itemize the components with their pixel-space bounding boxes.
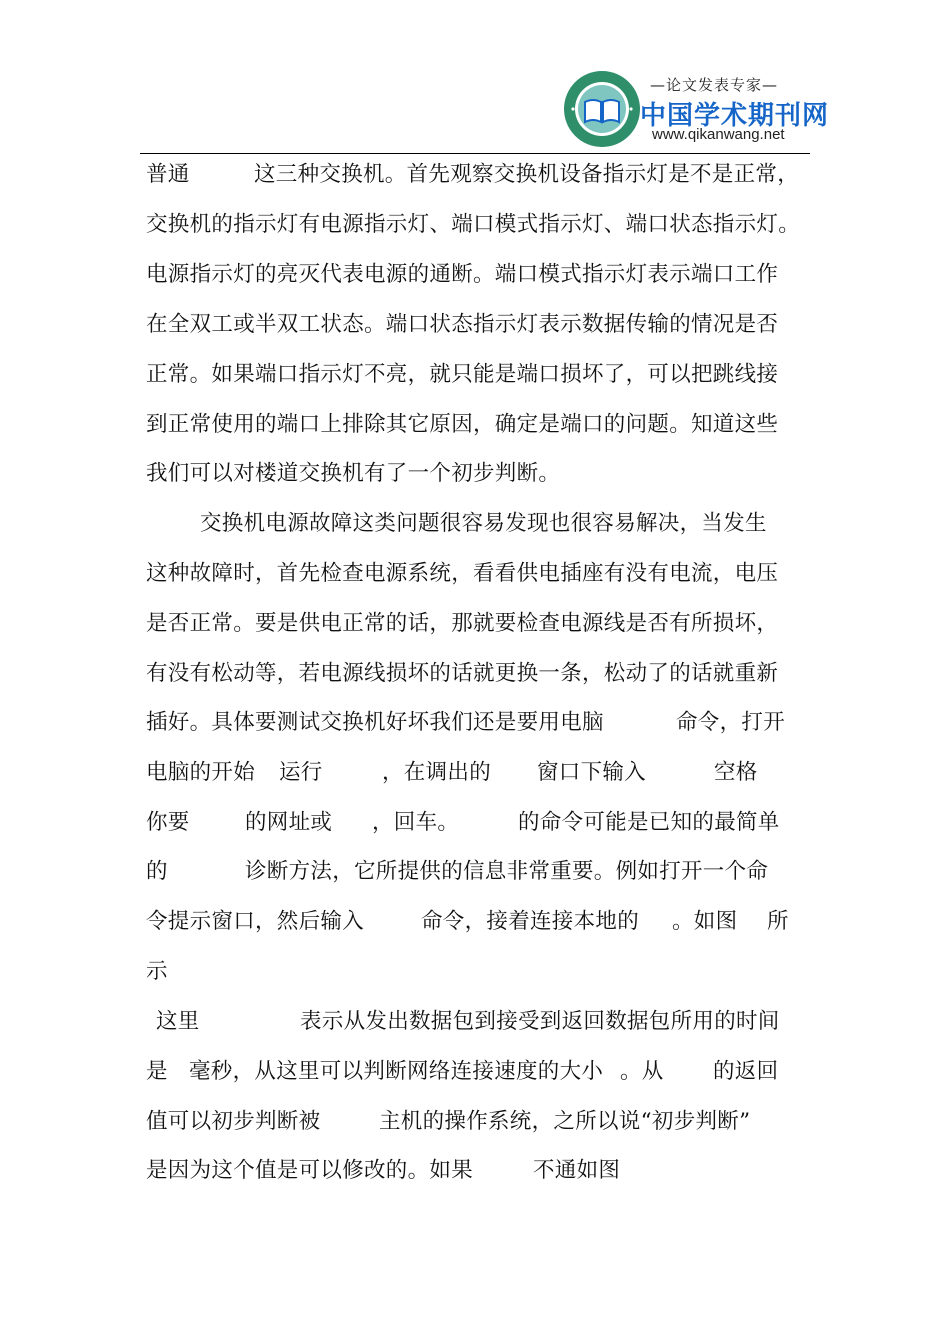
text-line: 我们可以对楼道交换机有了一个初步判断。 bbox=[146, 461, 561, 486]
paragraph-first-line: 交换机电源故障这类问题很容易发现也很容易解决，当发生 bbox=[200, 511, 767, 536]
text-segment: 窗口下输入 bbox=[537, 760, 647, 785]
text-segment: 毫秒，从这里可以判断网络连接速度的大小 bbox=[189, 1059, 604, 1084]
text-line: 交换机的指示灯有电源指示灯、端口模式指示灯、端口状态指示灯。 bbox=[146, 212, 801, 237]
text-segment: 诊断方法，它所提供的信息非常重要。例如打开一个命 bbox=[245, 859, 769, 884]
text-line: 到正常使用的端口上排除其它原因，确定是端口的问题。知道这些 bbox=[146, 412, 779, 437]
text-line: 正常。如果端口指示灯不亮，就只能是端口损坏了，可以把跳线接 bbox=[146, 362, 779, 387]
page-header bbox=[0, 0, 950, 160]
text-line: 有没有松动等，若电源线损坏的话就更换一条，松动了的话就重新 bbox=[146, 661, 779, 686]
text-segment: 主机的操作系统，之所以说“初步判断” bbox=[379, 1109, 751, 1134]
text-line: 电源指示灯的亮灭代表电源的通断。端口模式指示灯表示端口工作 bbox=[146, 262, 779, 287]
text-segment: 的命令可能是已知的最简单 bbox=[518, 810, 780, 835]
text-segment: 普通 bbox=[146, 162, 190, 187]
text-segment: 电脑的开始 bbox=[146, 760, 256, 785]
text-segment: 的 bbox=[146, 859, 168, 884]
text-segment: 运行 bbox=[279, 760, 323, 785]
text-segment: 的网址或 bbox=[245, 810, 333, 835]
text-segment: 命令，打开 bbox=[676, 710, 786, 735]
text-segment: 所 bbox=[767, 909, 789, 934]
text-segment: 是 bbox=[146, 1059, 168, 1084]
logo-site-name: 中国学术期刊网 bbox=[640, 101, 830, 131]
text-segment: 表示从发出数据包到接受到返回数据包所用的时间 bbox=[300, 1009, 780, 1034]
text-segment: 你要 bbox=[146, 810, 190, 835]
text-segment: ，回车。 bbox=[372, 810, 460, 835]
text-segment: 令提示窗口，然后输入 bbox=[146, 909, 365, 934]
text-segment: 。从 bbox=[620, 1059, 664, 1084]
text-line: 是否正常。要是供电正常的话，那就要检查电源线是否有所损坏， bbox=[146, 611, 779, 636]
text-line: 在全双工或半双工状态。端口状态指示灯表示数据传输的情况是否 bbox=[146, 312, 779, 337]
text-segment: 的返回 bbox=[713, 1059, 779, 1084]
text-line: 这种故障时，首先检查电源系统，看看供电插座有没有电流，电压 bbox=[146, 561, 779, 586]
text-segment: 不通如图 bbox=[533, 1158, 621, 1183]
text-segment: 。如图 bbox=[672, 909, 738, 934]
logo-site-url: www.qikanwang.net bbox=[652, 126, 785, 143]
text-segment: 空格 bbox=[714, 760, 758, 785]
text-segment: 命令，接着连接本地的 bbox=[421, 909, 640, 934]
text-line: 示 bbox=[146, 959, 168, 984]
text-segment: 是因为这个值是可以修改的。如果 bbox=[146, 1158, 474, 1183]
text-segment: 这三种交换机。首先观察交换机设备指示灯是不是正常， bbox=[254, 162, 800, 187]
logo-slogan: —论文发表专家— bbox=[650, 76, 779, 94]
text-segment: 插好。具体要测试交换机好坏我们还是要用电脑 bbox=[146, 710, 604, 735]
text-segment: 这里 bbox=[156, 1009, 200, 1034]
text-segment: 值可以初步判断被 bbox=[146, 1109, 321, 1134]
header-divider bbox=[140, 153, 810, 154]
logo-seal-icon bbox=[563, 70, 641, 148]
text-segment: ，在调出的 bbox=[382, 760, 492, 785]
